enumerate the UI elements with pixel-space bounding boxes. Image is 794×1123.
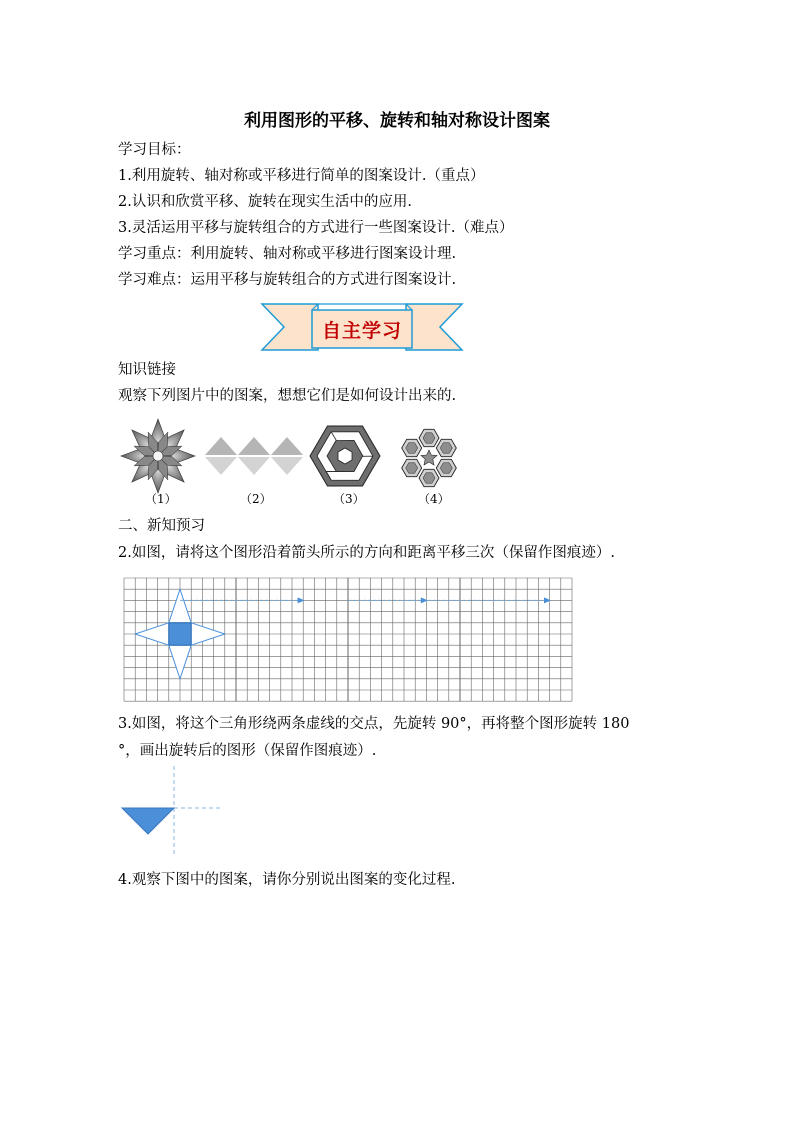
hexagon-knot-figure bbox=[309, 422, 381, 490]
objective-1: 1.利用旋转、轴对称或平移进行简单的图案设计.（重点） bbox=[118, 168, 485, 184]
question-4: 4.观察下图中的图案，请你分别说出图案的变化过程. bbox=[118, 872, 456, 888]
arrow-head-1 bbox=[298, 597, 305, 603]
section-2-heading: 二、新知预习 bbox=[118, 518, 205, 534]
question-3-line-2: °，画出旋转后的图形（保留作图痕迹）. bbox=[118, 743, 377, 759]
translation-grid-figure bbox=[124, 578, 572, 700]
right-triangle bbox=[191, 623, 225, 645]
question-2: 2.如图，请将这个图形沿着箭头所示的方向和距离平移三次（保留作图痕迹）. bbox=[118, 545, 615, 561]
bottom-triangle bbox=[169, 645, 191, 679]
caption-1: （1） bbox=[145, 492, 177, 506]
difficulty: 学习难点：运用平移与旋转组合的方式进行图案设计. bbox=[118, 272, 457, 288]
banner-label: 自主学习 bbox=[321, 320, 402, 342]
arrow-head-3 bbox=[544, 597, 551, 603]
hexagon-ring-figure bbox=[393, 424, 465, 492]
knowledge-link-heading: 知识链接 bbox=[118, 362, 176, 378]
top-triangle bbox=[169, 589, 191, 623]
caption-4: （4） bbox=[418, 492, 450, 506]
observe-prompt: 观察下列图片中的图案，想想它们是如何设计出来的. bbox=[118, 388, 457, 404]
objective-3: 3.灵活运用平移与旋转组合的方式进行一些图案设计.（难点） bbox=[118, 220, 514, 236]
caption-2: （2） bbox=[240, 492, 272, 506]
flower-pattern-figure bbox=[120, 418, 196, 494]
diamond-row-figure bbox=[204, 436, 304, 476]
caption-3: （3） bbox=[333, 492, 365, 506]
rotation-triangle-figure bbox=[118, 766, 228, 856]
objectives-heading: 学习目标： bbox=[118, 142, 191, 158]
arrow-head-2 bbox=[421, 597, 428, 603]
page-title: 利用图形的平移、旋转和轴对称设计图案 bbox=[244, 111, 550, 131]
key-point: 学习重点：利用旋转、轴对称或平移进行图案设计理. bbox=[118, 246, 457, 262]
center-square bbox=[169, 623, 191, 645]
question-3-line-1: 3.如图，将这个三角形绕两条虚线的交点，先旋转 90°，再将整个图形旋转 180 bbox=[118, 716, 630, 732]
left-triangle bbox=[135, 623, 169, 645]
objective-2: 2.认识和欣赏平移、旋转在现实生活中的应用. bbox=[118, 194, 412, 210]
